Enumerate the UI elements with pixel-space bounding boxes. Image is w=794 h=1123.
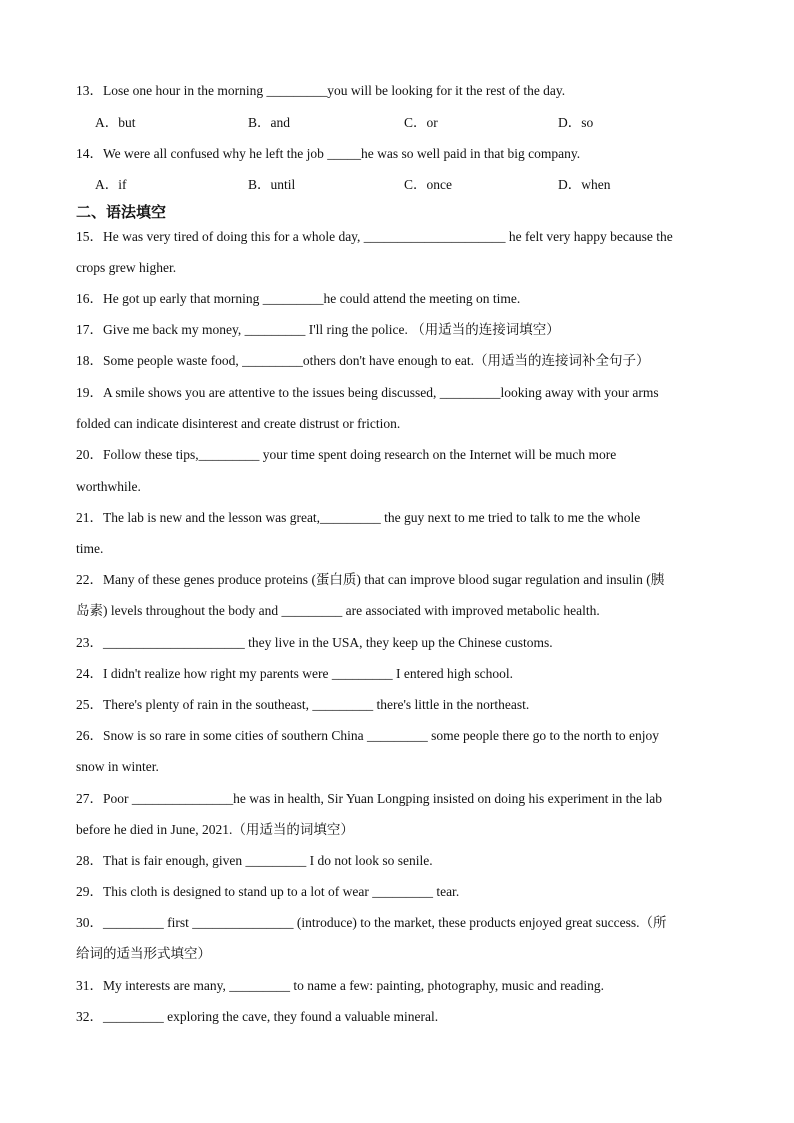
question-24: 24．I didn't realize how right my parents were _________ I entered high school. — [76, 666, 513, 681]
question-27-line-2: before he died in June, 2021.（用适当的词填空） — [76, 822, 354, 837]
question-21-line-2: time. — [76, 541, 104, 556]
question-26-line-2: snow in winter. — [76, 759, 159, 774]
question-23: 23．_____________________ they live in the USA, they keep up the Chinese customs. — [76, 635, 553, 650]
question-19-line-1: 19．A smile shows you are attentive to the issues being discussed, _________looking away with your arms — [76, 385, 659, 400]
question-14-stem: 14．We were all confused why he left the job _____he was so well paid in that big company. — [76, 146, 581, 161]
question-13-option-c: C．or — [404, 115, 438, 130]
question-22-line-2: 岛素) levels throughout the body and _________ are associated with improved metabolic health. — [76, 603, 600, 618]
question-13-option-d: D．so — [558, 115, 594, 130]
question-18: 18．Some people waste food, _________others don't have enough to eat.（用适当的连接词补全句子） — [76, 353, 650, 368]
question-14-option-a: A．if — [95, 177, 127, 192]
question-13-option-a: A．but — [95, 115, 136, 130]
question-13-stem: 13．Lose one hour in the morning _________you will be looking for it the rest of the day. — [76, 83, 566, 98]
question-14-option-b: B．until — [248, 177, 296, 192]
question-19-line-2: folded can indicate disinterest and create distrust or friction. — [76, 416, 401, 431]
question-32: 32．_________ exploring the cave, they found a valuable mineral. — [76, 1009, 439, 1024]
question-27-line-1: 27．Poor _______________he was in health, Sir Yuan Longping insisted on doing his experiment in the lab — [76, 791, 662, 806]
question-30-line-2: 给词的适当形式填空） — [76, 946, 211, 961]
question-13-option-b: B．and — [248, 115, 290, 130]
question-15-line-1: 15．He was very tired of doing this for a whole day, _____________________ he felt very happy because the — [76, 229, 673, 244]
question-21-line-1: 21．The lab is new and the lesson was great,_________ the guy next to me tried to talk to me the whole — [76, 510, 641, 525]
question-15-line-2: crops grew higher. — [76, 260, 177, 275]
question-29: 29．This cloth is designed to stand up to a lot of wear _________ tear. — [76, 884, 460, 899]
question-28: 28．That is fair enough, given _________ I do not look so senile. — [76, 853, 433, 868]
question-31: 31．My interests are many, _________ to name a few: painting, photography, music and reading. — [76, 978, 605, 993]
question-20-line-1: 20．Follow these tips,_________ your time spent doing research on the Internet will be much more — [76, 447, 617, 462]
question-22-line-1: 22．Many of these genes produce proteins (蛋白质) that can improve blood sugar regulation and insulin (胰 — [76, 572, 665, 587]
question-26-line-1: 26．Snow is so rare in some cities of southern China _________ some people there go to the north to enjoy — [76, 728, 660, 743]
question-30-line-1: 30．_________ first _______________ (introduce) to the market, these products enjoyed great success.（所 — [76, 915, 667, 930]
question-14-option-d: D．when — [558, 177, 611, 192]
section-heading: 二、语法填空 — [76, 203, 167, 221]
question-25: 25．There's plenty of rain in the southeast, _________ there's little in the northeast. — [76, 697, 530, 712]
question-16: 16．He got up early that morning _________he could attend the meeting on time. — [76, 291, 521, 306]
question-20-line-2: worthwhile. — [76, 479, 141, 494]
question-17: 17．Give me back my money, _________ I'll ring the police. （用适当的连接词填空） — [76, 322, 560, 337]
question-14-option-c: C．once — [404, 177, 452, 192]
